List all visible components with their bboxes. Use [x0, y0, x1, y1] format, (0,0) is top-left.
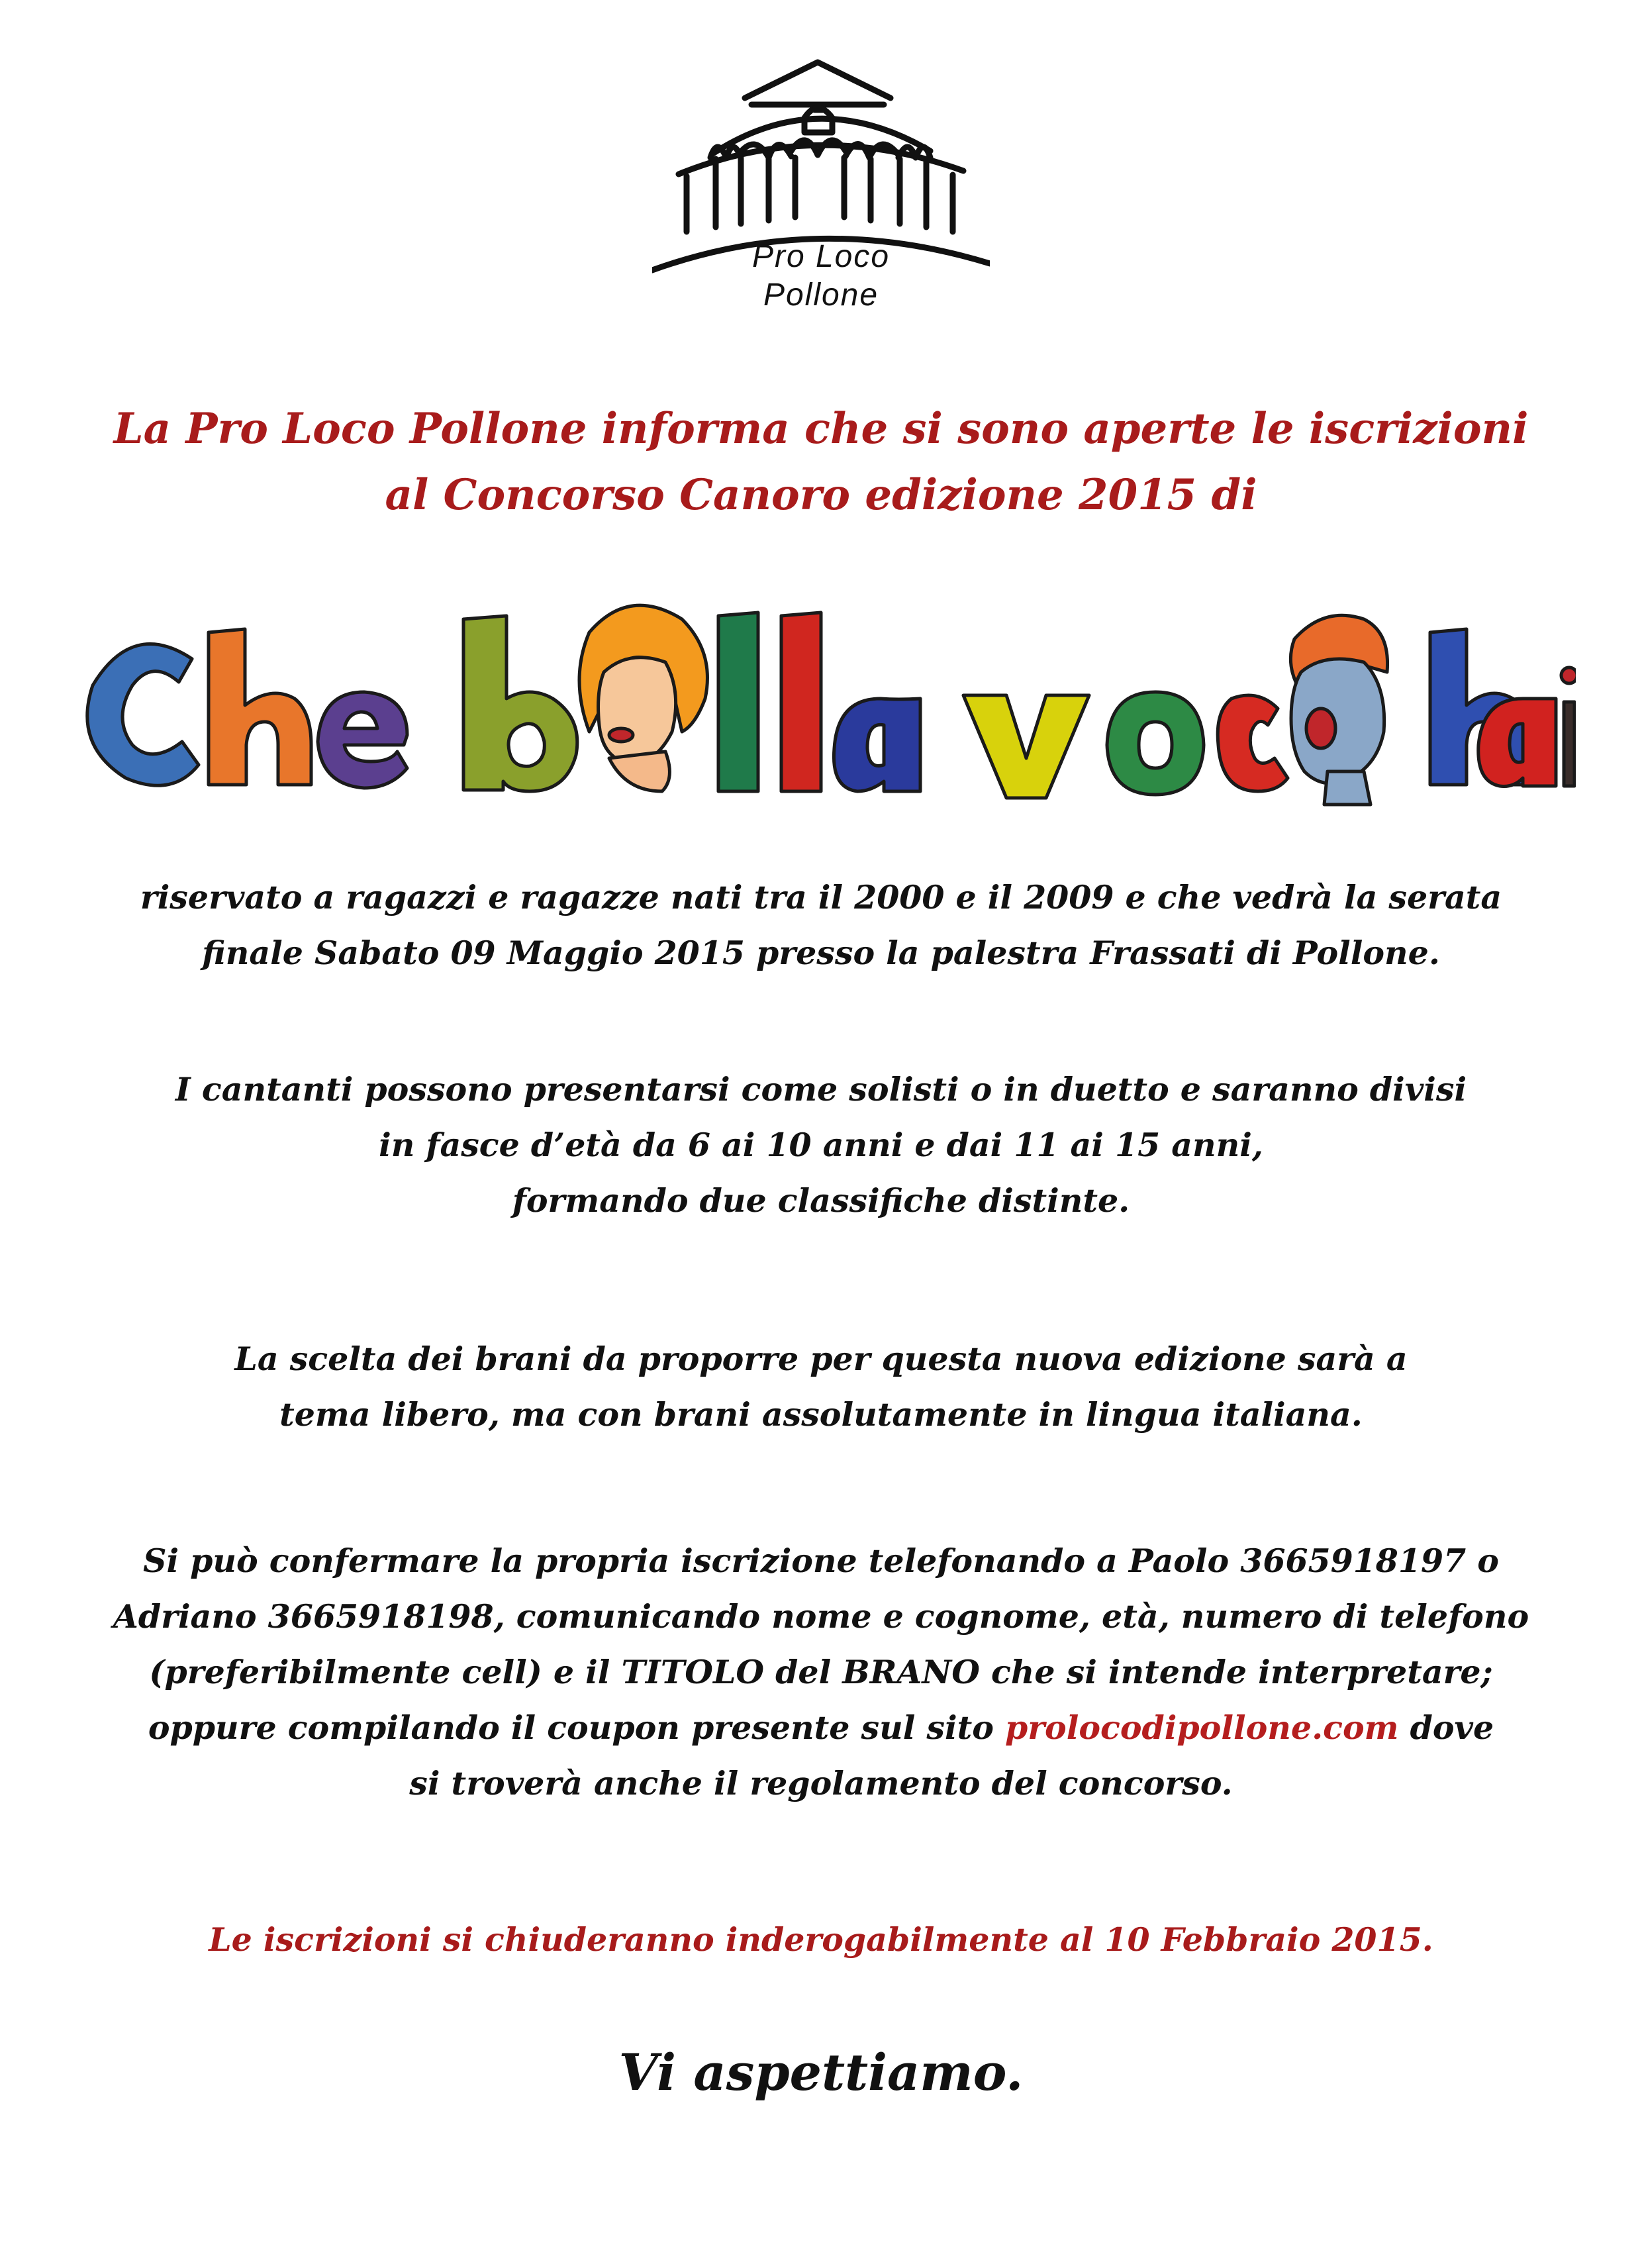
paragraph-registration	[53, 1533, 1589, 1811]
title-face-2-neck	[1324, 771, 1371, 805]
text-line: in fasce d’età da 6 ai 10 anni e dai 11 ai 15 anni,	[379, 1126, 1263, 1164]
text-line: riservato a ragazzi e ragazze nati tra il 2000 e il 2009 e che vedrà la serata	[140, 878, 1502, 916]
text-line: si troverà anche il regolamento del concorso.	[409, 1764, 1233, 1802]
title-face-1	[599, 658, 676, 764]
logo-line-2: Pollone	[763, 277, 879, 313]
text-line-with-link	[53, 1700, 1589, 1755]
paragraph-eligibility	[53, 869, 1589, 981]
pro-loco-logo	[652, 58, 990, 323]
text-line: (preferibilmente cell) e il TITOLO del BRANO che si intende interpretare;	[149, 1653, 1493, 1691]
title-letter-e	[318, 692, 407, 788]
text-line: formando due classifiche distinte.	[512, 1181, 1130, 1220]
paragraph-songs	[53, 1331, 1589, 1442]
contest-title-artwork	[66, 593, 1576, 811]
title-letter-C	[87, 644, 199, 786]
title-letter-v	[963, 695, 1089, 798]
deadline-notice: Le iscrizioni si chiuderanno inderogabilmente al 10 Febbraio 2015.	[209, 1920, 1433, 1959]
title-face-1-neck	[609, 752, 669, 791]
che-bella-voce-hai-title	[66, 593, 1576, 811]
title-face-1-lips	[609, 728, 633, 742]
title-letter-b	[463, 616, 577, 791]
text-fragment: dove	[1398, 1708, 1494, 1747]
title-letter-l-2	[781, 613, 821, 791]
title-face-2-mouth	[1306, 709, 1335, 748]
title-letter-o	[1107, 692, 1204, 795]
intro-line-1: La Pro Loco Pollone informa che si sono aperte le iscrizioni	[113, 404, 1529, 454]
title-letter-i	[1564, 702, 1574, 786]
title-letter-a-1	[834, 699, 920, 791]
text-line: I cantanti possono presentarsi come solisti o in duetto e saranno divisi	[175, 1070, 1467, 1109]
intro-line-2: al Concorso Canoro edizione 2015 di	[385, 470, 1257, 520]
text-line: tema libero, ma con brani assolutamente in lingua italiana.	[279, 1395, 1363, 1434]
text-line: La scelta dei brani da proporre per questa nuova edizione sarà a	[234, 1340, 1408, 1378]
text-fragment: oppure compilando il coupon presente sul sito	[148, 1708, 1005, 1747]
text-line: finale Sabato 09 Maggio 2015 presso la palestra Frassati di Pollone.	[202, 934, 1440, 972]
title-face-2	[1291, 659, 1384, 783]
intro-text	[66, 396, 1576, 528]
paragraph-categories	[53, 1061, 1589, 1228]
title-letter-c	[1218, 695, 1288, 791]
logo-line-1: Pro Loco	[751, 239, 891, 274]
title-letter-h	[209, 629, 311, 785]
closing-greeting: Vi aspettiamo.	[618, 2043, 1024, 2102]
title-letter-l-1	[718, 613, 758, 791]
text-line: Si può confermare la propria iscrizione telefonando a Paolo 3665918197 o	[143, 1542, 1499, 1580]
website-link[interactable]: prolocodipollone.com	[1004, 1708, 1399, 1747]
text-line: Adriano 3665918198, comunicando nome e cognome, età, numero di telefono	[113, 1597, 1529, 1636]
title-letter-i-dot	[1561, 667, 1576, 683]
